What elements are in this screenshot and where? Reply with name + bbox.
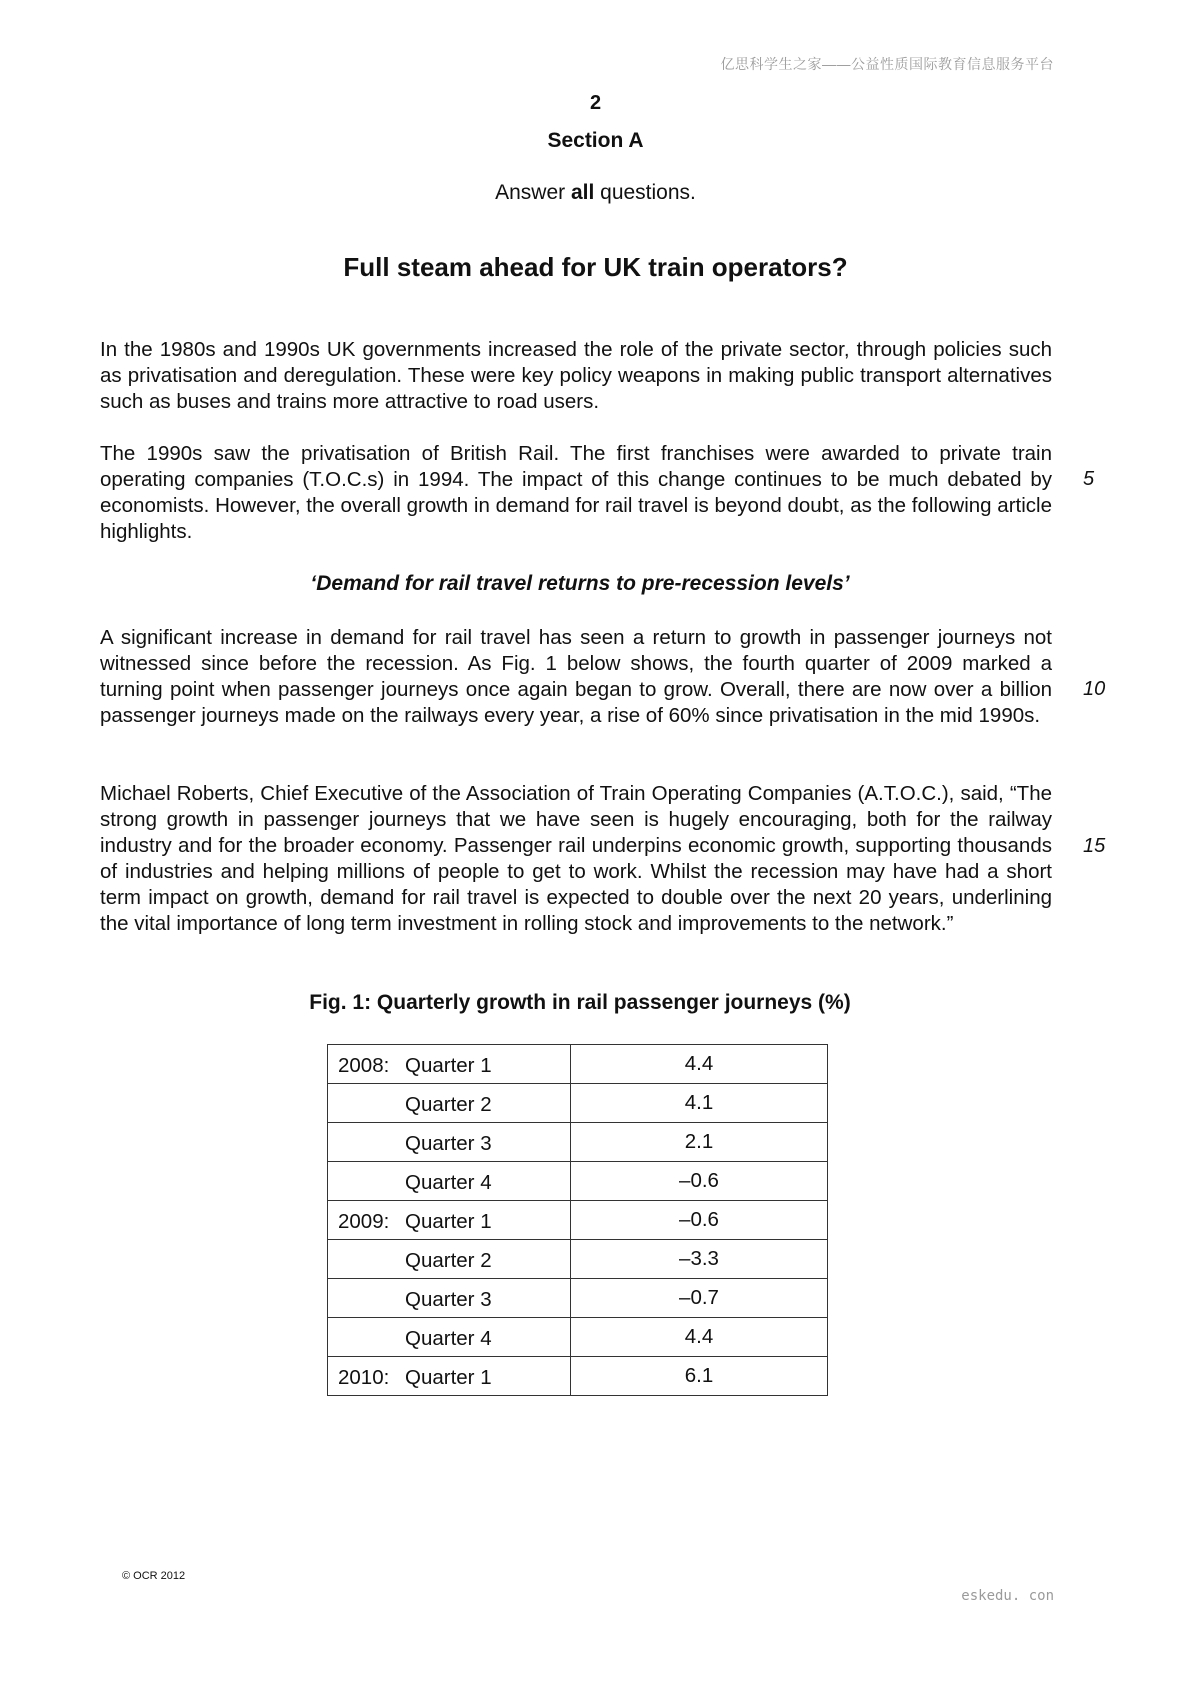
year-label: 2008: [338,1054,390,1077]
table-row [328,1318,828,1357]
instruction-pre: Answer [495,181,571,204]
quarter-label: Quarter 1 [405,1366,492,1389]
table-row [328,1357,828,1396]
quarter-label: Quarter 4 [405,1327,492,1350]
line-number-5: 5 [1083,468,1095,490]
line-number-15: 15 [1083,835,1106,857]
quarter-label: Quarter 2 [405,1093,492,1116]
growth-value: 4.4 [571,1045,828,1084]
article-title: Full steam ahead for UK train operators? [343,252,848,282]
instruction-bold: all [570,181,595,204]
table-row [328,1084,828,1123]
watermark-footer: eskedu. con [961,1588,1054,1604]
table-row [328,1162,828,1201]
period-cell [328,1045,571,1084]
growth-value: 4.4 [571,1318,828,1357]
period-cell [328,1162,571,1201]
quarter-label: Quarter 1 [405,1210,492,1233]
growth-value: 6.1 [571,1357,828,1396]
figure-caption: Fig. 1: Quarterly growth in rail passenger journeys (%) [309,991,851,1014]
period-cell [328,1123,571,1162]
year-label: 2009: [338,1210,390,1233]
growth-value: –3.3 [571,1240,828,1279]
period-cell [328,1357,571,1396]
copyright: © OCR 2012 [122,1570,186,1582]
instruction-post: questions. [594,181,696,204]
paragraph-4: Michael Roberts, Chief Executive of the Association of Train Operating Companies (A.T.O.C.), said, “The strong growth in passenger journeys that we have seen is hugely encouraging, both for the railway industry and for the broader economy. Passenger rail underpins economic growth, supporting thousands of industries and helping millions of people to get to work. Whilst the recession may have had a short term impact on growth, demand for rail travel is expected to double over the next 20 years, underlining the vital importance of long term investment in rolling stock and improvements to the network.” [100,782,1052,935]
page-number: 2 [589,92,602,114]
year-label: 2010: [338,1366,390,1389]
period-cell [328,1084,571,1123]
period-cell [328,1240,571,1279]
quarter-label: Quarter 3 [405,1288,492,1311]
period-cell [328,1318,571,1357]
growth-value: –0.6 [571,1162,828,1201]
line-number-10: 10 [1083,678,1106,700]
table-row [328,1279,828,1318]
paragraph-2: The 1990s saw the privatisation of British Rail. The first franchises were awarded to private train operating companies (T.O.C.s) in 1994. The impact of this change continues to be much debated by economists. However, the overall growth in demand for rail travel is beyond doubt, as the following article highlights. [100,442,1052,543]
quarter-label: Quarter 1 [405,1054,492,1077]
watermark-header: 亿思科学生之家——公益性质国际教育信息服务平台 [720,56,1054,72]
table-row [328,1045,828,1084]
growth-table [327,1044,828,1396]
paragraph-3: A significant increase in demand for rail travel has seen a return to growth in passenger journeys not witnessed since before the recession. As Fig. 1 below shows, the fourth quarter of 2009 marked a turning point when passenger journeys once again began to grow. Overall, there are now over a billion passenger journeys made on the railways every year, a rise of 60% since privatisation in the mid 1990s. [100,626,1052,727]
quarter-label: Quarter 3 [405,1132,492,1155]
growth-value: –0.7 [571,1279,828,1318]
growth-value: 2.1 [571,1123,828,1162]
period-cell [328,1279,571,1318]
section-title: Section A [547,129,644,152]
table-row [328,1201,828,1240]
instruction [0,181,1191,205]
period-cell [328,1201,571,1240]
growth-value: 4.1 [571,1084,828,1123]
quarter-label: Quarter 4 [405,1171,492,1194]
growth-value: –0.6 [571,1201,828,1240]
quarter-label: Quarter 2 [405,1249,492,1272]
table-row [328,1123,828,1162]
article-subheading: ‘Demand for rail travel returns to pre-recession levels’ [310,572,850,595]
paragraph-1: In the 1980s and 1990s UK governments increased the role of the private sector, through policies such as privatisation and deregulation. These were key policy weapons in making public transport alternatives such as buses and trains more attractive to road users. [100,338,1052,413]
table-row [328,1240,828,1279]
